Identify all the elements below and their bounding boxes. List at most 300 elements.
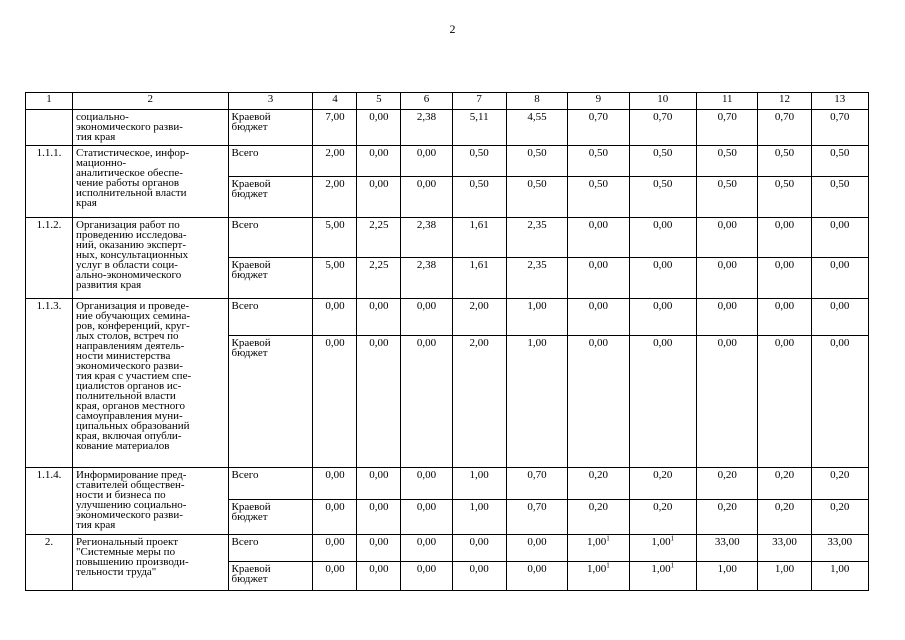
value-cell	[401, 258, 452, 299]
value-cell-text: 0,00	[830, 337, 850, 349]
value-cell	[568, 299, 629, 336]
value-cell-text: 1,00	[651, 536, 671, 548]
value-cell-text: 0,00	[416, 337, 437, 349]
table-row	[26, 218, 869, 258]
value-cell	[758, 535, 811, 562]
header-cell-text: 6	[423, 93, 430, 105]
value-cell-text: 0,70	[774, 111, 795, 123]
value-cell	[506, 562, 567, 591]
value-cell	[313, 336, 357, 468]
funding-source-text: Краевой бюджет	[231, 111, 271, 133]
value-cell-text: 0,50	[588, 147, 608, 159]
header-cell-text: 11	[721, 93, 733, 105]
value-cell	[758, 500, 811, 535]
value-cell-text: 0,20	[774, 469, 795, 481]
value-cell	[758, 110, 811, 146]
value-cell-text: 0,00	[653, 337, 673, 349]
value-cell	[452, 336, 506, 468]
value-cell-text: 0,20	[588, 469, 608, 481]
row-name	[73, 468, 229, 535]
table-row	[26, 110, 869, 146]
header-cell	[26, 93, 73, 110]
value-cell-text: 0,00	[588, 259, 608, 271]
value-cell-text: 2,35	[527, 259, 547, 271]
value-cell-text: 0,00	[416, 536, 437, 548]
header-cell	[568, 93, 629, 110]
funding-source-text: Всего	[231, 536, 259, 548]
header-cell	[357, 93, 401, 110]
header-cell	[697, 93, 758, 110]
value-cell-text: 0,00	[653, 219, 673, 231]
header-cell-text: 4	[332, 93, 338, 105]
table-row	[26, 299, 869, 336]
value-cell-text: 0,50	[830, 147, 850, 159]
value-cell	[568, 146, 629, 177]
value-cell	[697, 218, 758, 258]
value-cell	[629, 535, 697, 562]
value-cell	[357, 500, 401, 535]
value-cell	[452, 535, 506, 562]
funding-source-text: Всего	[231, 469, 259, 481]
value-cell-text: 0,00	[469, 563, 489, 575]
value-cell	[452, 146, 506, 177]
value-cell-text: 0,00	[369, 178, 389, 190]
value-cell	[313, 258, 357, 299]
value-cell-text: 0,50	[717, 147, 737, 159]
value-cell-text: 0,70	[653, 111, 673, 123]
value-cell	[506, 535, 567, 562]
value-cell	[452, 218, 506, 258]
value-cell	[357, 562, 401, 591]
row-code-text: 1.1.1.	[36, 147, 62, 159]
value-cell-text: 0,20	[653, 469, 673, 481]
value-cell-text: 0,00	[369, 337, 389, 349]
value-cell-text: 2,25	[369, 219, 389, 231]
value-cell	[811, 258, 868, 299]
value-cell-text: 0,00	[653, 259, 673, 271]
value-cell	[629, 218, 697, 258]
value-cell-text: 0,00	[369, 469, 389, 481]
value-cell-text: 0,20	[588, 501, 608, 513]
header-cell-text: 8	[534, 93, 540, 105]
value-cell-text: 0,00	[717, 337, 737, 349]
row-name-text: Организация работ по проведению исследова- ний, оказанию эксперт- ных, консультационных услуг в области соци- ально-экономического развития края	[76, 219, 189, 291]
row-name	[73, 535, 229, 591]
value-cell-text: 0,00	[774, 337, 795, 349]
row-code	[26, 468, 73, 535]
value-cell	[758, 258, 811, 299]
funding-source	[228, 146, 313, 177]
value-cell-text: 2,00	[325, 178, 345, 190]
table-row	[26, 468, 869, 500]
row-code	[26, 110, 73, 146]
value-cell-text: 33,00	[772, 536, 797, 548]
value-cell-text: 0,70	[527, 469, 547, 481]
value-cell	[401, 146, 452, 177]
value-cell	[452, 258, 506, 299]
footnote-mark: 1	[606, 534, 610, 543]
header-cell-text: 13	[834, 93, 846, 105]
value-cell-text: 0,00	[588, 337, 608, 349]
value-cell-text: 7,00	[325, 111, 345, 123]
value-cell	[811, 535, 868, 562]
header-cell-text: 2	[147, 93, 154, 105]
header-cell	[629, 93, 697, 110]
value-cell-text: 2,00	[325, 147, 345, 159]
value-cell	[313, 299, 357, 336]
value-cell	[811, 500, 868, 535]
row-name-text: Статистическое, инфор- мационно- аналитическое обеспе- чение работы органов исполнительной власти края	[76, 147, 189, 209]
value-cell-text: 0,00	[774, 259, 795, 271]
row-name	[73, 299, 229, 468]
value-cell	[758, 218, 811, 258]
value-cell-text: 5,00	[325, 259, 345, 271]
row-name-text: Региональный проект "Системные меры по повышению производи- тельности труда"	[76, 536, 189, 578]
value-cell	[357, 336, 401, 468]
header-cell	[401, 93, 452, 110]
value-cell	[811, 468, 868, 500]
funding-source	[228, 535, 313, 562]
footnote-mark: 1	[606, 561, 610, 570]
header-cell	[758, 93, 811, 110]
value-cell	[452, 500, 506, 535]
value-cell	[697, 299, 758, 336]
value-cell-text: 2,38	[416, 219, 437, 231]
value-cell-text: 0,00	[369, 147, 389, 159]
value-cell	[506, 336, 567, 468]
value-cell	[568, 218, 629, 258]
value-cell-text: 0,00	[830, 259, 850, 271]
value-cell-text: 0,00	[369, 300, 389, 312]
value-cell	[506, 468, 567, 500]
value-cell-text: 2,00	[469, 300, 489, 312]
row-code-text: 1.1.2.	[36, 219, 62, 231]
value-cell-text: 2,25	[369, 259, 389, 271]
value-cell-text: 1,00	[830, 563, 850, 575]
value-cell-text: 5,00	[325, 219, 345, 231]
row-code	[26, 535, 73, 591]
value-cell	[697, 535, 758, 562]
value-cell	[811, 562, 868, 591]
value-cell-text: 2,00	[469, 337, 489, 349]
funding-source	[228, 299, 313, 336]
value-cell	[758, 299, 811, 336]
value-cell-text: 2,38	[416, 111, 437, 123]
header-row	[26, 93, 869, 110]
value-cell	[629, 110, 697, 146]
value-cell-text: 0,20	[830, 469, 850, 481]
value-cell-text: 0,00	[416, 300, 437, 312]
value-cell-text: 0,00	[325, 536, 345, 548]
funding-source	[228, 258, 313, 299]
value-cell-text: 1,00	[586, 536, 607, 548]
row-name-text: социально- экономического разви- тия края	[76, 111, 183, 143]
value-cell	[357, 110, 401, 146]
value-cell-text: 33,00	[827, 536, 853, 548]
row-code-text: 1.1.4.	[36, 469, 62, 481]
footnote-mark: 1	[670, 534, 675, 543]
value-cell	[629, 500, 697, 535]
value-cell	[568, 500, 629, 535]
value-cell-text: 0,00	[325, 300, 345, 312]
value-cell-text: 0,20	[774, 501, 795, 513]
value-cell-text: 0,50	[469, 178, 489, 190]
value-cell-text: 0,50	[774, 178, 795, 190]
value-cell	[811, 336, 868, 468]
value-cell	[568, 562, 629, 591]
value-cell-text: 0,50	[527, 178, 547, 190]
value-cell-text: 0,00	[369, 501, 389, 513]
value-cell-text: 0,50	[588, 178, 608, 190]
value-cell-text: 0,70	[588, 111, 608, 123]
value-cell-text: 0,00	[830, 300, 850, 312]
value-cell	[629, 468, 697, 500]
funding-source-text: Всего	[231, 147, 259, 159]
footnote-mark: 1	[670, 561, 675, 570]
value-cell	[629, 299, 697, 336]
value-cell	[357, 299, 401, 336]
value-cell	[697, 500, 758, 535]
value-cell	[758, 468, 811, 500]
value-cell-text: 1,00	[527, 300, 547, 312]
funding-source	[228, 500, 313, 535]
header-cell	[452, 93, 506, 110]
row-code	[26, 218, 73, 299]
value-cell	[313, 177, 357, 218]
header-cell-text: 7	[476, 93, 482, 105]
header-cell-text: 9	[595, 93, 602, 105]
value-cell	[506, 218, 567, 258]
value-cell-text: 0,00	[369, 536, 389, 548]
value-cell	[313, 146, 357, 177]
funding-source	[228, 562, 313, 591]
value-cell	[568, 110, 629, 146]
value-cell-text: 5,11	[469, 111, 489, 123]
value-cell	[568, 535, 629, 562]
value-cell-text: 1,00	[586, 563, 607, 575]
value-cell	[811, 218, 868, 258]
value-cell	[357, 468, 401, 500]
value-cell-text: 0,00	[717, 300, 737, 312]
value-cell-text: 0,00	[325, 469, 345, 481]
value-cell	[401, 336, 452, 468]
value-cell-text: 0,00	[774, 219, 795, 231]
funding-source	[228, 177, 313, 218]
value-cell-text: 0,00	[717, 219, 737, 231]
value-cell	[811, 146, 868, 177]
value-cell-text: 0,00	[325, 337, 345, 349]
budget-table	[25, 92, 869, 591]
value-cell	[697, 177, 758, 218]
value-cell	[697, 146, 758, 177]
value-cell	[452, 110, 506, 146]
value-cell-text: 0,50	[774, 147, 795, 159]
value-cell	[629, 562, 697, 591]
row-code	[26, 299, 73, 468]
header-cell-text: 5	[376, 93, 382, 105]
header-cell	[228, 93, 313, 110]
value-cell	[506, 299, 567, 336]
value-cell	[313, 500, 357, 535]
row-code	[26, 146, 73, 218]
value-cell-text: 0,20	[830, 501, 850, 513]
value-cell-text: 0,00	[653, 300, 673, 312]
value-cell	[758, 177, 811, 218]
value-cell	[506, 146, 567, 177]
value-cell	[313, 535, 357, 562]
value-cell-text: 0,70	[527, 501, 547, 513]
funding-source	[228, 218, 313, 258]
value-cell	[629, 258, 697, 299]
value-cell-text: 2,35	[527, 219, 547, 231]
value-cell	[313, 218, 357, 258]
value-cell-text: 0,00	[469, 536, 489, 548]
header-cell-text: 10	[657, 93, 669, 105]
funding-source	[228, 468, 313, 500]
value-cell	[811, 110, 868, 146]
row-name	[73, 218, 229, 299]
row-name-text: Организация и проведе- ние обучающих семина- ров, конференций, круг- лых столов, встреч по направлениям деятель- ности министерства экономического разви- тия края с участием спе- циалистов органов ис- полнительной власти края, органов местного самоуправления муни- ципальных образований края, включая опубли- кование материалов	[76, 300, 192, 452]
header-cell	[811, 93, 868, 110]
value-cell	[401, 110, 452, 146]
value-cell	[697, 258, 758, 299]
value-cell	[357, 258, 401, 299]
value-cell	[629, 336, 697, 468]
value-cell-text: 0,00	[774, 300, 795, 312]
value-cell	[401, 468, 452, 500]
value-cell	[758, 336, 811, 468]
value-cell-text: 0,50	[653, 178, 673, 190]
value-cell-text: 0,00	[588, 300, 608, 312]
value-cell-text: 0,00	[325, 501, 345, 513]
value-cell	[401, 177, 452, 218]
value-cell	[697, 336, 758, 468]
funding-source-text: Всего	[231, 219, 259, 231]
header-cell-text: 1	[46, 93, 52, 105]
value-cell-text: 1,00	[469, 469, 489, 481]
table-row	[26, 146, 869, 177]
value-cell	[568, 468, 629, 500]
value-cell-text: 0,50	[830, 178, 850, 190]
value-cell-text: 0,70	[830, 111, 850, 123]
funding-source-text: Всего	[231, 300, 259, 312]
value-cell	[506, 258, 567, 299]
header-cell	[73, 93, 229, 110]
value-cell-text: 0,70	[717, 111, 737, 123]
value-cell-text: 1,61	[469, 259, 489, 271]
value-cell-text: 0,50	[469, 147, 489, 159]
value-cell	[758, 562, 811, 591]
value-cell	[357, 535, 401, 562]
funding-source-text: Краевой бюджет	[231, 337, 271, 359]
value-cell-text: 1,00	[469, 501, 489, 513]
value-cell	[629, 177, 697, 218]
value-cell	[401, 535, 452, 562]
value-cell-text: 1,00	[717, 563, 737, 575]
value-cell	[313, 468, 357, 500]
funding-source	[228, 336, 313, 468]
value-cell-text: 1,00	[774, 563, 795, 575]
row-name	[73, 110, 229, 146]
row-code-text: 1.1.3.	[36, 300, 62, 312]
header-cell	[313, 93, 357, 110]
value-cell	[568, 336, 629, 468]
funding-source-text: Краевой бюджет	[231, 501, 271, 523]
row-code-text: 2.	[44, 536, 54, 548]
table-row	[26, 535, 869, 562]
value-cell-text: 0,50	[717, 178, 737, 190]
value-cell-text: 0,00	[416, 147, 437, 159]
value-cell	[452, 299, 506, 336]
value-cell	[811, 177, 868, 218]
value-cell	[568, 177, 629, 218]
value-cell	[506, 177, 567, 218]
funding-source	[228, 110, 313, 146]
row-name-text: Информирование пред- ставителей обществен- ности и бизнеса по улучшению социально- экономического разви- тия края	[76, 469, 187, 531]
value-cell	[758, 146, 811, 177]
value-cell-text: 0,00	[588, 219, 608, 231]
value-cell-text: 0,00	[369, 111, 389, 123]
value-cell	[357, 146, 401, 177]
value-cell	[401, 562, 452, 591]
value-cell-text: 0,50	[653, 147, 673, 159]
header-cell-text: 12	[779, 93, 791, 105]
value-cell	[629, 146, 697, 177]
value-cell	[568, 258, 629, 299]
value-cell	[811, 299, 868, 336]
value-cell-text: 1,61	[469, 219, 489, 231]
value-cell-text: 0,00	[416, 563, 437, 575]
value-cell-text: 0,00	[830, 219, 850, 231]
value-cell-text: 0,00	[325, 563, 345, 575]
value-cell	[452, 468, 506, 500]
value-cell-text: 0,20	[653, 501, 673, 513]
value-cell-text: 0,00	[416, 501, 437, 513]
value-cell-text: 0,00	[527, 536, 547, 548]
value-cell	[357, 218, 401, 258]
value-cell-text: 0,00	[527, 563, 547, 575]
value-cell-text: 0,50	[527, 147, 547, 159]
value-cell	[506, 110, 567, 146]
value-cell-text: 1,00	[651, 563, 671, 575]
header-cell	[506, 93, 567, 110]
funding-source-text: Краевой бюджет	[231, 563, 271, 585]
value-cell-text: 0,00	[416, 178, 437, 190]
value-cell	[357, 177, 401, 218]
value-cell	[313, 110, 357, 146]
value-cell	[313, 562, 357, 591]
value-cell-text: 4,55	[527, 111, 547, 123]
value-cell	[401, 218, 452, 258]
value-cell-text: 0,00	[369, 563, 389, 575]
value-cell	[697, 468, 758, 500]
value-cell-text: 0,00	[717, 259, 737, 271]
value-cell	[506, 500, 567, 535]
page-number: 2	[449, 22, 456, 36]
value-cell	[452, 177, 506, 218]
value-cell-text: 2,38	[416, 259, 437, 271]
value-cell-text: 0,20	[717, 501, 737, 513]
header-cell-text: 3	[267, 93, 274, 105]
value-cell	[697, 110, 758, 146]
value-cell	[452, 562, 506, 591]
row-name	[73, 146, 229, 218]
funding-source-text: Краевой бюджет	[231, 178, 271, 200]
funding-source-text: Краевой бюджет	[231, 259, 271, 281]
value-cell	[401, 500, 452, 535]
value-cell-text: 33,00	[714, 536, 740, 548]
value-cell	[697, 562, 758, 591]
